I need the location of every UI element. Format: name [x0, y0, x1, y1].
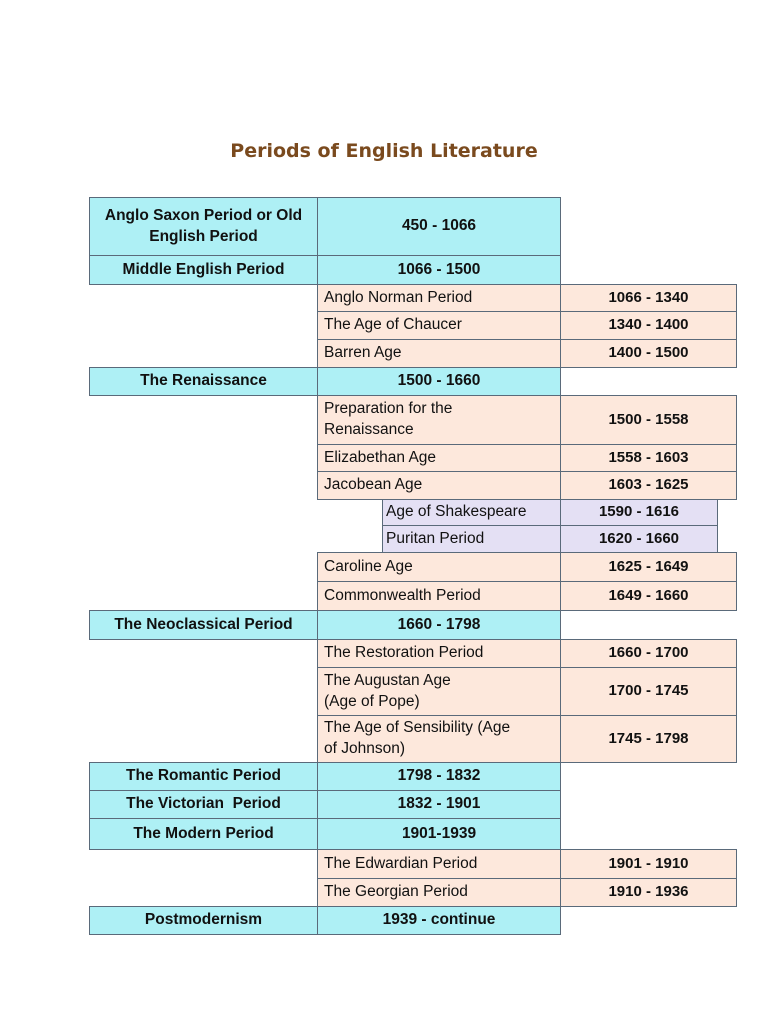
- period-dates: 1660 - 1798: [317, 610, 561, 640]
- period-dates: 1901-1939: [317, 818, 561, 850]
- period-dates: 1832 - 1901: [317, 790, 561, 819]
- sub-period-dates: 1500 - 1558: [560, 395, 737, 445]
- period-dates: 1066 - 1500: [317, 255, 561, 285]
- sub-period-name: The Edwardian Period: [317, 849, 561, 879]
- minor-period-dates: 1620 - 1660: [560, 525, 718, 553]
- period-name: The Neoclassical Period: [89, 610, 318, 640]
- sub-period-name: Preparation for the Renaissance: [317, 395, 561, 445]
- sub-period-dates: 1603 - 1625: [560, 471, 737, 500]
- sub-period-dates: 1901 - 1910: [560, 849, 737, 879]
- period-dates: 1500 - 1660: [317, 367, 561, 396]
- sub-period-dates: 1558 - 1603: [560, 444, 737, 472]
- sub-period-dates: 1700 - 1745: [560, 667, 737, 716]
- sub-period-dates: 1340 - 1400: [560, 311, 737, 340]
- sub-period-name: The Georgian Period: [317, 878, 561, 907]
- sub-period-dates: 1400 - 1500: [560, 339, 737, 368]
- sub-period-dates: 1066 - 1340: [560, 284, 737, 312]
- period-name: The Renaissance: [89, 367, 318, 396]
- sub-period-dates: 1625 - 1649: [560, 552, 737, 582]
- sub-period-name: Commonwealth Period: [317, 581, 561, 611]
- sub-period-name: Barren Age: [317, 339, 561, 368]
- sub-period-name: Elizabethan Age: [317, 444, 561, 472]
- period-name: The Victorian Period: [89, 790, 318, 819]
- minor-period-name: Puritan Period: [382, 525, 561, 553]
- sub-period-name: Caroline Age: [317, 552, 561, 582]
- period-name: The Romantic Period: [89, 762, 318, 791]
- period-name: The Modern Period: [89, 818, 318, 850]
- sub-period-name: The Age of Chaucer: [317, 311, 561, 340]
- sub-period-name: The Age of Sensibility (Age of Johnson): [317, 715, 561, 763]
- minor-period-name: Age of Shakespeare: [382, 499, 561, 526]
- sub-period-dates: 1660 - 1700: [560, 639, 737, 668]
- period-name: Anglo Saxon Period or Old English Period: [89, 197, 318, 256]
- minor-period-dates: 1590 - 1616: [560, 499, 718, 526]
- sub-period-name: Jacobean Age: [317, 471, 561, 500]
- period-name: Postmodernism: [89, 906, 318, 935]
- period-dates: 1798 - 1832: [317, 762, 561, 791]
- period-name: Middle English Period: [89, 255, 318, 285]
- sub-period-dates: 1910 - 1936: [560, 878, 737, 907]
- period-dates: 450 - 1066: [317, 197, 561, 256]
- period-dates: 1939 - continue: [317, 906, 561, 935]
- sub-period-name: The Augustan Age (Age of Pope): [317, 667, 561, 716]
- sub-period-name: The Restoration Period: [317, 639, 561, 668]
- sub-period-dates: 1649 - 1660: [560, 581, 737, 611]
- page-title: Periods of English Literature: [230, 140, 538, 162]
- sub-period-dates: 1745 - 1798: [560, 715, 737, 763]
- sub-period-name: Anglo Norman Period: [317, 284, 561, 312]
